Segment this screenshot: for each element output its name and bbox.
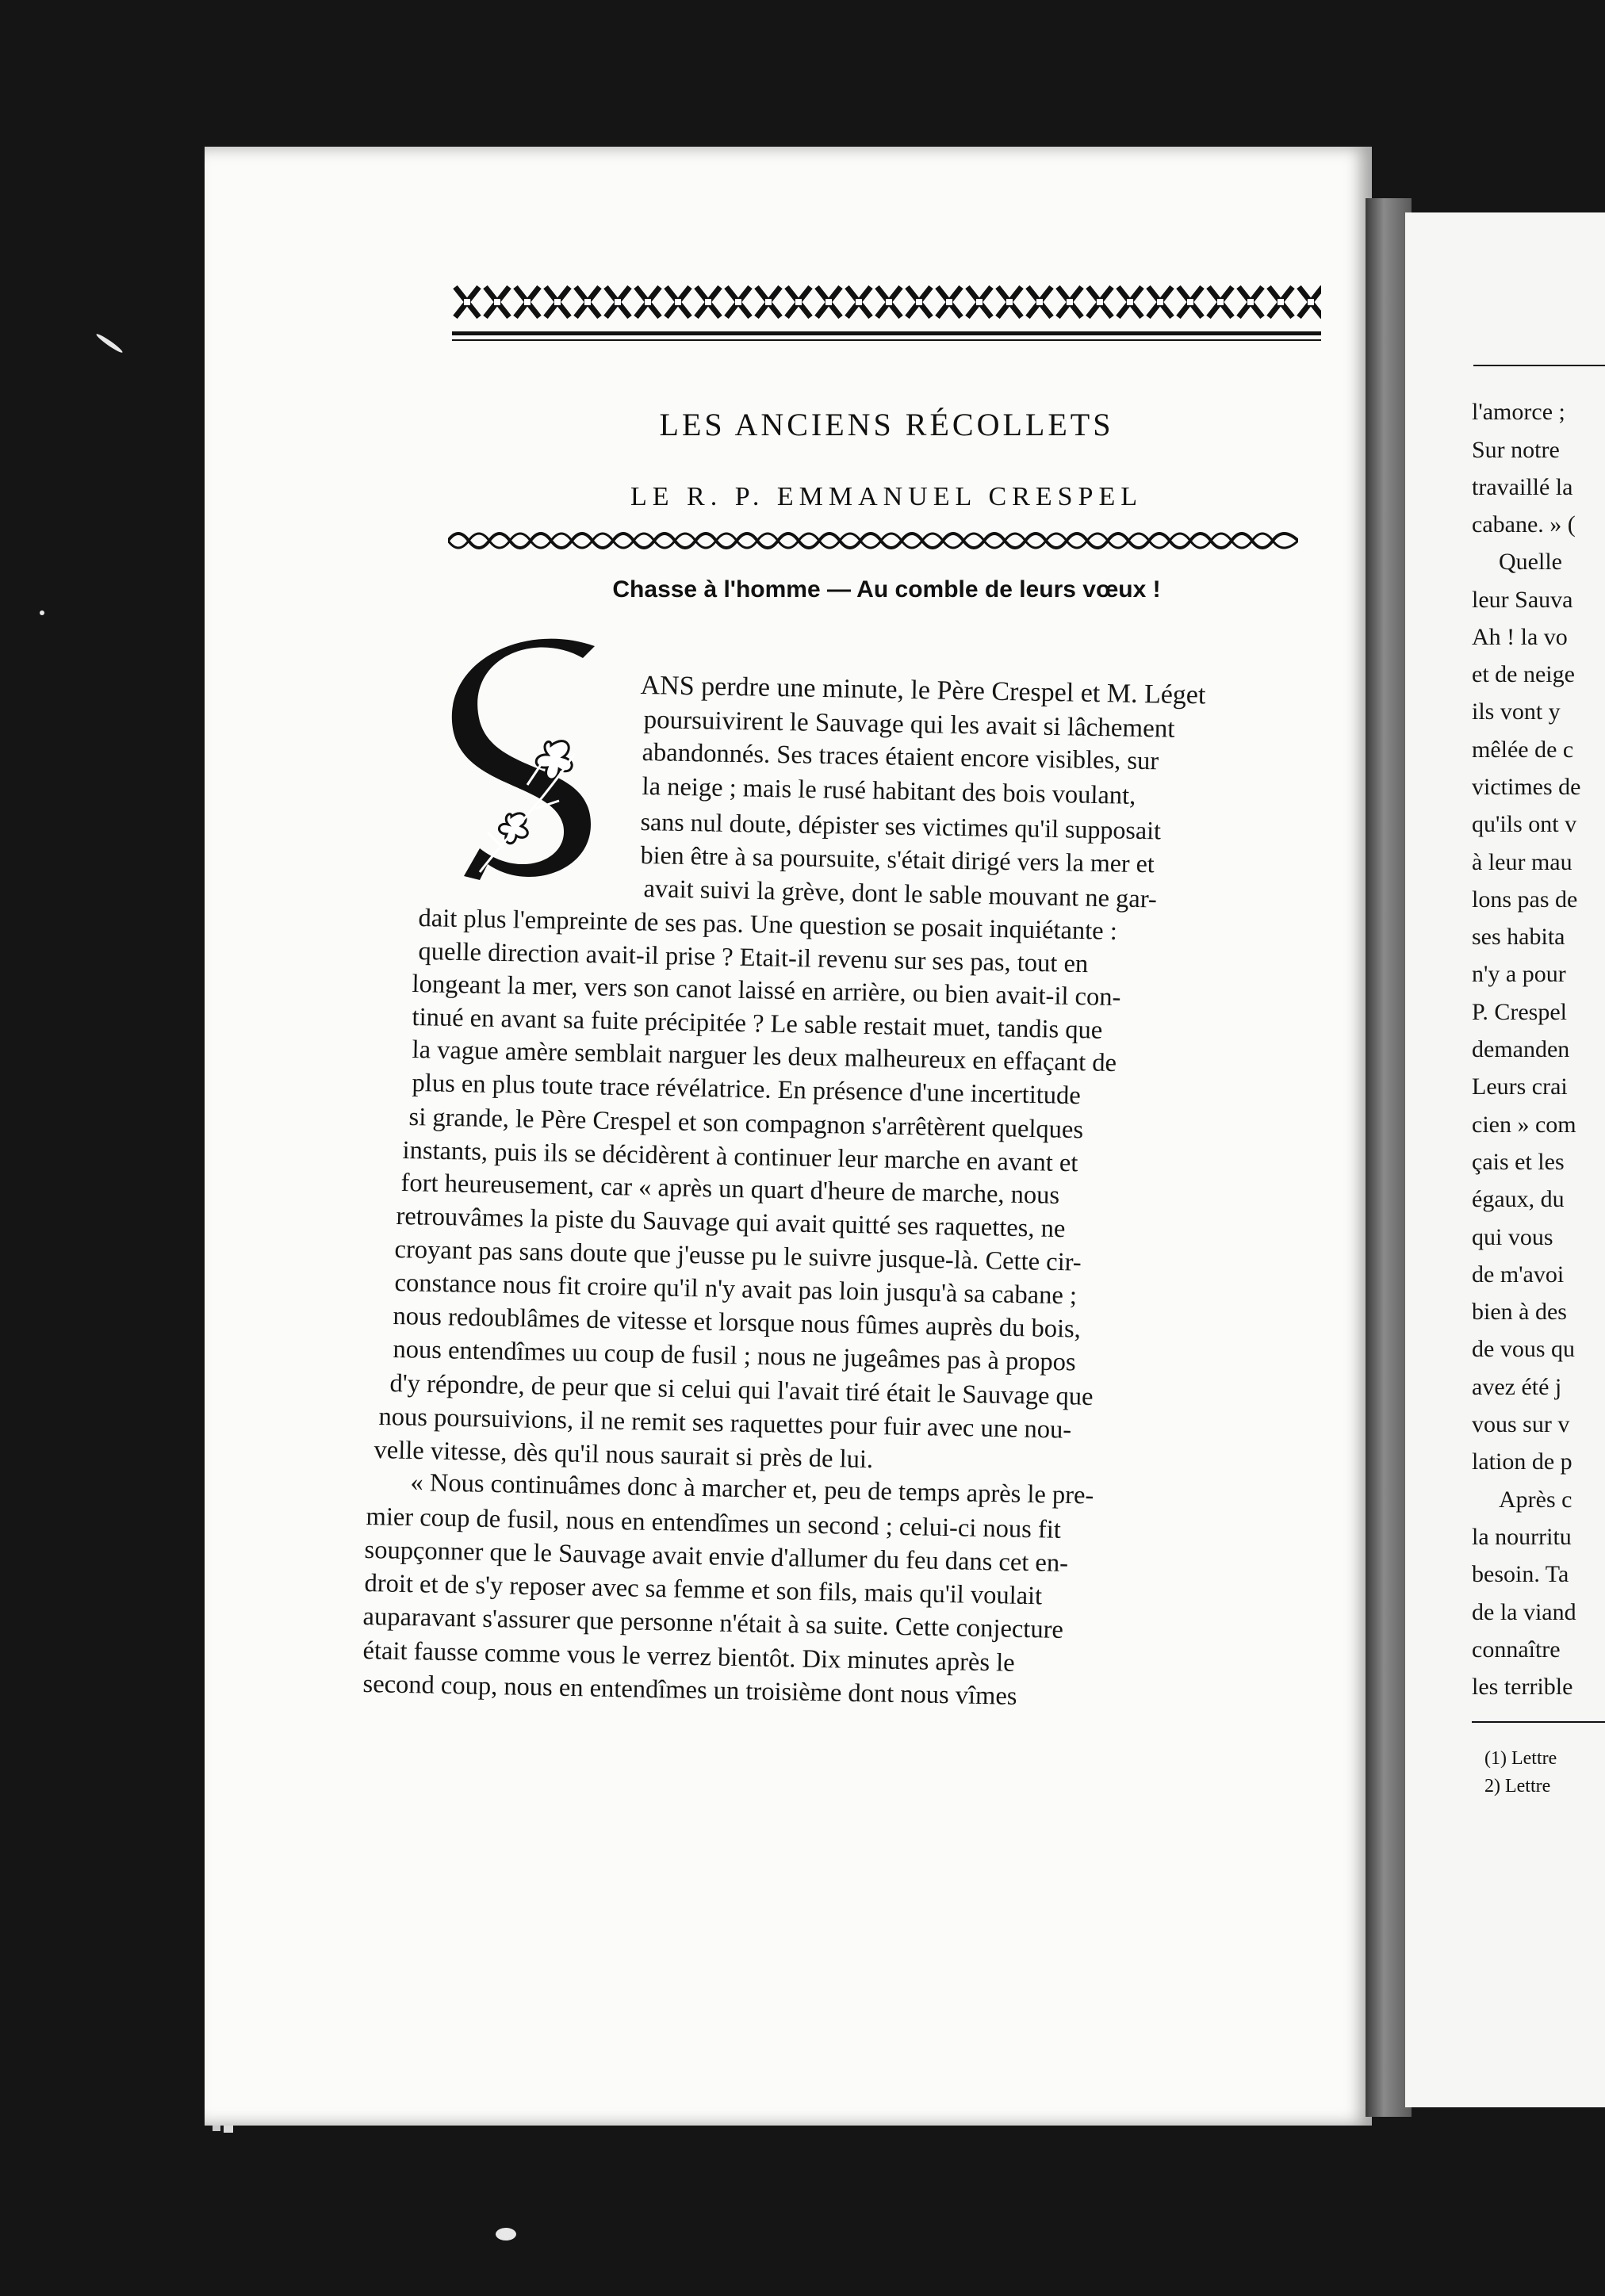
text-line: dait plus l'empreinte de ses pas. Une question se posait inquiétante : [418, 903, 1118, 946]
text-line: ils vont y [1472, 698, 1561, 725]
text-line: demanden [1472, 1036, 1570, 1062]
text-line: Leurs crai [1472, 1073, 1568, 1100]
text-line: ANS perdre une minute, le Père Crespel et M. Léget [640, 670, 1206, 710]
dropcap-flower-icon [432, 626, 630, 896]
text-line: longeant la mer, vers son canot laissé en arrière, ou bien avait-il con- [412, 969, 1121, 1012]
text-line: connaître [1472, 1636, 1561, 1663]
text-line: fort heureusement, car « après un quart d'heure de marche, nous [400, 1168, 1060, 1210]
text-line: de m'avoi [1472, 1261, 1565, 1288]
text-line: quelle direction avait-il prise ? Etait-il revenu sur ses pas, tout en [418, 936, 1089, 979]
footnote: 2) Lettre [1484, 1776, 1551, 1797]
right-page-rule [1473, 365, 1605, 366]
text-line: mêlée de c [1472, 737, 1574, 763]
header-rule-thin [452, 339, 1321, 341]
text-line: lation de p [1472, 1448, 1572, 1475]
text-line: sans nul doute, dépister ses victimes qu'il supposait [640, 806, 1162, 845]
text-line: de vous qu [1472, 1336, 1575, 1362]
text-line: travaillé la [1472, 474, 1573, 500]
text-line: croyant pas sans doute que j'eusse pu le suivre jusque-là. Cette cir- [394, 1234, 1082, 1277]
text-line: P. Crespel [1472, 999, 1567, 1025]
text-line: si grande, le Père Crespel et son compagnon s'arrêtèrent quelques [408, 1102, 1084, 1145]
text-line: auparavant s'assurer que personne n'était à sa suite. Cette conjecture [362, 1601, 1064, 1644]
text-line: la neige ; mais le rusé habitant des bois voulant, [642, 771, 1136, 810]
text-line: Après c [1499, 1487, 1572, 1513]
text-line: et de neige [1472, 661, 1575, 687]
text-line: Quelle [1499, 549, 1562, 575]
text-line: l'amorce ; [1472, 399, 1565, 425]
text-line: vous sur v [1472, 1411, 1570, 1437]
header-rule [452, 331, 1321, 335]
text-line: avez été j [1472, 1374, 1562, 1400]
vine-ornament [448, 523, 1298, 558]
text-line: la vague amère semblait narguer les deux malheureux en effaçant de [412, 1035, 1117, 1078]
text-line: Sur notre [1472, 437, 1560, 463]
footnote-rule [1472, 1721, 1605, 1723]
text-line: nous entendîmes uu coup de fusil ; nous ne jugeâmes pas à propos [393, 1334, 1076, 1377]
text-line: était fausse comme vous le verrez bientôt. Dix minutes après le [362, 1636, 1015, 1678]
text-line: nous poursuivions, il ne remit ses raquettes pour fuir avec une nou- [378, 1402, 1072, 1445]
text-line: tinué en avant sa fuite précipitée ? Le sable restait muet, tandis que [412, 1002, 1103, 1045]
text-line: soupçonner que le Sauvage avait envie d'allumer du feu dans cet en- [364, 1535, 1069, 1578]
text-line: instants, puis ils se décidèrent à continuer leur marche en avant et [402, 1135, 1078, 1178]
text-line: retrouvâmes la piste du Sauvage qui avait quitté ses raquettes, ne [396, 1201, 1066, 1244]
text-line: victimes de [1472, 774, 1581, 800]
text-line: qui vous [1472, 1224, 1553, 1250]
text-line: nous redoublâmes de vitesse et lorsque nous fûmes auprès du bois, [393, 1301, 1082, 1344]
text-line: cabane. » ( [1472, 511, 1576, 538]
text-line: à leur mau [1472, 849, 1572, 875]
text-line: qu'ils ont v [1472, 811, 1577, 837]
text-line: bien être à sa poursuite, s'était dirigé vers la mer et [640, 840, 1155, 878]
text-line: « Nous continuâmes donc à marcher et, peu de temps après le pre- [410, 1468, 1094, 1510]
text-line: droit et de s'y reposer avec sa femme et son fils, mais qu'il voulait [364, 1568, 1043, 1611]
text-line: d'y répondre, de peur que si celui qui l'avait tiré était le Sauvage que [389, 1368, 1094, 1412]
text-line: n'y a pour [1472, 961, 1566, 987]
text-line: constance nous fit croire qu'il n'y avait pas loin jusqu'à sa cabane ; [394, 1268, 1078, 1311]
text-line: leur Sauva [1472, 587, 1573, 613]
footnote: (1) Lettre [1484, 1748, 1557, 1769]
scan-dust [40, 610, 44, 615]
text-line: besoin. Ta [1472, 1561, 1569, 1587]
text-line: bien à des [1472, 1299, 1567, 1325]
text-line: velle vitesse, dès qu'il nous saurait si près de lui. [373, 1435, 874, 1475]
text-line: la nourritu [1472, 1524, 1572, 1550]
text-line: égaux, du [1472, 1186, 1565, 1212]
article-title: LES ANCIENS RÉCOLLETS [659, 407, 1114, 442]
text-line: abandonnés. Ses traces étaient encore visibles, sur [642, 737, 1159, 776]
text-line: poursuivirent le Sauvage qui les avait si lâchement [643, 705, 1175, 744]
text-line: plus en plus toute trace révélatrice. En présence d'une incertitude [412, 1068, 1082, 1111]
right-page [1405, 212, 1605, 2107]
text-line: mier coup de fusil, nous en entendîmes un second ; celui-ci nous fit [366, 1502, 1062, 1544]
text-line: avait suivi la grève, dont le sable mouvant ne gar- [643, 874, 1158, 914]
text-line: Ah ! la vo [1472, 624, 1568, 650]
text-line: cien » com [1472, 1112, 1576, 1138]
text-line: ses habita [1472, 924, 1565, 950]
text-line: lons pas de [1472, 886, 1578, 913]
text-line: les terrible [1472, 1674, 1573, 1700]
article-subtitle: LE R. P. EMMANUEL CRESPEL [630, 482, 1143, 511]
text-line: çais et les [1472, 1149, 1565, 1175]
text-line: second coup, nous en entendîmes un troisième dont nous vîmes [362, 1669, 1017, 1711]
scan-dust [95, 332, 124, 354]
section-heading: Chasse à l'homme — Au comble de leurs vœux ! [612, 576, 1161, 603]
text-line: de la viand [1472, 1599, 1576, 1625]
scan-dust [496, 2228, 516, 2241]
ornamental-border [452, 284, 1321, 330]
